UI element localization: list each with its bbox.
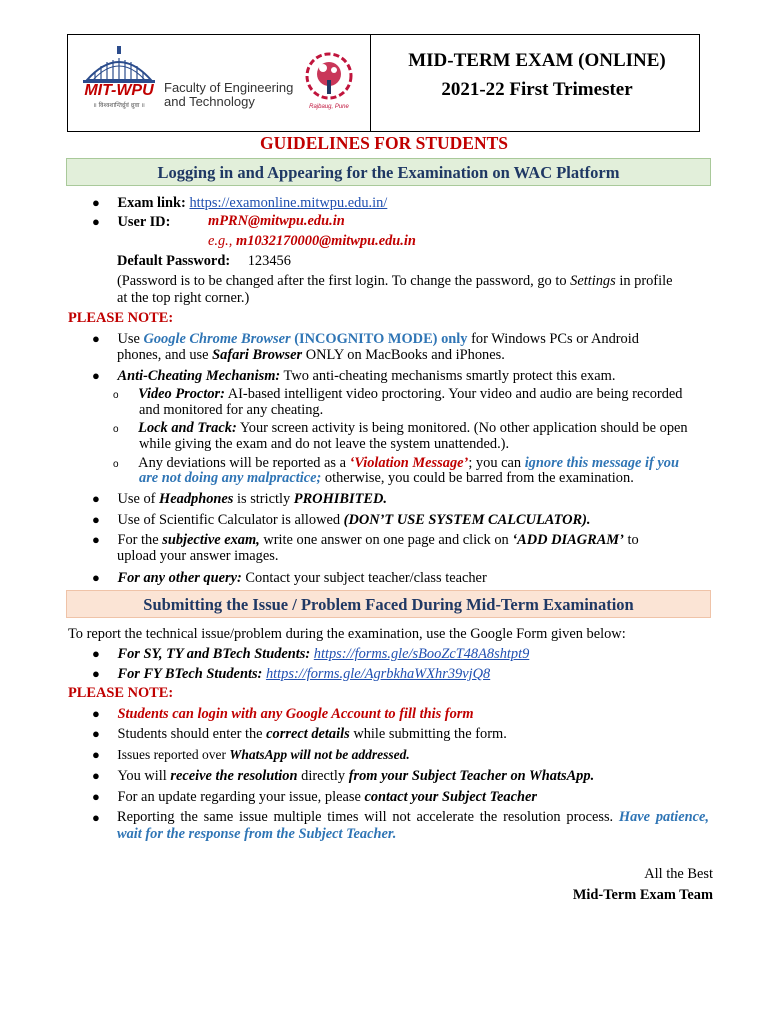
circle-bullet-icon: o (113, 459, 119, 470)
query-text: Contact your subject teacher/class teacher (245, 570, 487, 586)
note-2c: while submitting the form. (353, 726, 507, 742)
paren: ( (294, 331, 299, 347)
bullet-icon: ● (92, 666, 100, 681)
safari-browser: Safari Browser (212, 347, 303, 363)
user-id-example (208, 233, 416, 250)
bullet-icon: ● (92, 214, 100, 229)
section-1-band: Logging in and Appearing for the Examination on WAC Platform (66, 158, 711, 186)
anti-cheating-text: Two anti-cheating mechanisms smartly protect this exam. (283, 368, 616, 384)
faculty-line-1: Faculty of Engineering (164, 80, 294, 95)
note-4a: You will (117, 768, 167, 784)
lock-track-label: Lock and Track: (138, 420, 237, 436)
browser-row-2 (117, 347, 505, 364)
browser-row-1 (92, 330, 639, 348)
fy-label: For FY BTech Students: (117, 666, 263, 682)
fy-form-row (92, 665, 490, 683)
section-2-band: Submitting the Issue / Problem Faced During Mid-Term Examination (66, 590, 711, 618)
bullet-icon: ● (92, 706, 100, 721)
note-4-row (92, 767, 594, 785)
violation-message: ‘Violation Message’ (349, 455, 469, 471)
logo-wordmark: MIT-WPU (84, 82, 154, 99)
note-2b: correct details (266, 726, 350, 742)
note-5a: For an update regarding your issue, please (117, 789, 361, 805)
bullet-icon: ● (92, 747, 100, 762)
subjective-exam: subjective exam, (162, 532, 260, 548)
bullet-icon: ● (92, 368, 100, 383)
circle-bullet-icon: o (113, 390, 119, 401)
note-2-row (92, 725, 507, 743)
password-row (117, 253, 291, 270)
browser-line2a: phones, and use (117, 347, 209, 363)
calculator-text: Use of Scientific Calculator is allowed (117, 512, 341, 528)
password-note-1a: (Password is to be changed after the first login. To change the password, go to (117, 273, 567, 289)
bullet-icon: ● (92, 195, 100, 210)
incognito-mode: INCOGNITO MODE) (299, 331, 438, 347)
footer-best: All the Best (644, 866, 713, 882)
fy-form-link[interactable]: https://forms.gle/AgrbkhaWXhr39vjQ8 (265, 666, 491, 682)
password-note-1 (117, 273, 672, 290)
note-4d: from your Subject Teacher on WhatsApp. (348, 768, 595, 784)
only-word: only (441, 331, 468, 347)
note-2a: Students should enter the (117, 726, 263, 742)
subjective-row (92, 531, 639, 549)
subjective-for: For the (117, 532, 159, 548)
anti-cheating-label: Anti-Cheating Mechanism: (117, 368, 281, 384)
calculator-row (92, 511, 590, 529)
exam-link-row (92, 194, 387, 212)
video-proctor-line2: and monitored for any cheating. (139, 402, 324, 418)
video-proctor-label: Video Proctor: (138, 386, 225, 402)
sy-form-link[interactable]: https://forms.gle/sBooZcT48A8shtpt9 (313, 646, 530, 662)
password-value: 123456 (247, 253, 291, 269)
subjective-text: write one answer on one page and click on (263, 532, 509, 548)
deviation-text-3: otherwise, you could be barred from the examination. (324, 470, 634, 486)
note-1-text: Students can login with any Google Account to fill this form (117, 706, 474, 722)
browser-line2b: ONLY on MacBooks and iPhones. (305, 347, 505, 363)
report-intro: To report the technical issue/problem during the examination, use the Google Form given below: (68, 626, 626, 642)
emblem-caption: Rajbaug, Pune (309, 104, 349, 110)
ignore-message: ignore this message if you (524, 455, 679, 471)
note-6-bullet (92, 809, 100, 827)
bullet-icon: ● (92, 789, 100, 804)
deviation-text: Any deviations will be reported as a (138, 455, 346, 471)
note-4b: receive the resolution (170, 768, 298, 784)
note-6-row (117, 809, 709, 843)
bullet-icon: ● (92, 646, 100, 661)
bullet-icon: ● (92, 512, 100, 527)
please-note-1: PLEASE NOTE: (68, 310, 174, 326)
add-diagram: ‘ADD DIAGRAM’ (512, 532, 624, 548)
bullet-icon: ● (92, 491, 100, 506)
note-5-row (92, 788, 537, 806)
headphones-is: is strictly (237, 491, 291, 507)
user-id-label: User ID: (117, 214, 171, 230)
calculator-warning: (DON’T USE SYSTEM CALCULATOR). (343, 512, 591, 528)
bullet-icon: ● (92, 726, 100, 741)
ignore-message-2: are not doing any malpractice; (139, 470, 322, 486)
bullet-icon: ● (92, 532, 100, 547)
browser-use: Use (117, 331, 140, 347)
headphones-word: Headphones (159, 491, 234, 507)
password-note-2: at the top right corner.) (117, 290, 250, 306)
faculty-line-2: and Technology (164, 94, 255, 109)
note-6a: Reporting the same issue multiple times will not accelerate the resolution process. (117, 809, 614, 825)
sy-form-row (92, 645, 529, 663)
sy-label: For SY, TY and BTech Students: (117, 646, 311, 662)
lock-track-line2: while giving the exam and do not leave the system unattended.). (139, 436, 510, 452)
note-6b: Have patience, wait for the response from the Subject Teacher. (117, 809, 709, 842)
note-3a: Issues reported over (117, 747, 226, 762)
note-1-row (92, 705, 474, 723)
user-id-eg: m1032170000@mitwpu.edu.in (236, 233, 416, 249)
deviation-line2 (139, 470, 634, 487)
headphones-row (92, 490, 387, 508)
user-id-eg-prefix: e.g., (208, 233, 233, 249)
subjective-to: to (627, 532, 639, 548)
query-label: For any other query: (117, 570, 242, 586)
user-id-row (92, 213, 170, 231)
subjective-line2: upload your answer images. (117, 548, 279, 564)
settings-word: Settings (570, 273, 616, 289)
prohibited-word: PROHIBITED. (293, 491, 387, 507)
header-divider (370, 34, 371, 132)
browser-rest: for Windows PCs or Android (471, 331, 639, 347)
tree-emblem-icon (298, 48, 360, 112)
video-proctor-text: AI-based intelligent video proctoring. Your video and audio are being recorded (227, 386, 683, 402)
bullet-icon: ● (92, 331, 100, 346)
exam-title: MID-TERM EXAM (ONLINE) (408, 50, 666, 71)
query-row (92, 569, 487, 587)
password-note-1c: in profile (619, 273, 673, 289)
circle-bullet-icon: o (113, 424, 119, 435)
logo-tagline: ॥ विश्वशान्तिर्ध्रुवं ध्रुवा ॥ (93, 102, 145, 109)
headphones-use: Use of (117, 491, 156, 507)
lock-track-text: Your screen activity is being monitored. (No other application should be open (239, 420, 688, 436)
user-id-value: mPRN@mitwpu.edu.in (208, 213, 345, 229)
exam-link-label: Exam link: (117, 195, 186, 211)
deviation-text-2: ; you can (468, 455, 522, 471)
bullet-icon: ● (92, 768, 100, 783)
password-label: Default Password: (117, 253, 231, 269)
bullet-icon: ● (92, 570, 100, 585)
exam-link[interactable]: https://examonline.mitwpu.edu.in/ (189, 195, 388, 211)
note-4c: directly (301, 768, 346, 784)
note-3b: WhatsApp will not be addressed. (229, 747, 410, 762)
guidelines-title: GUIDELINES FOR STUDENTS (260, 133, 508, 153)
chrome-browser: Google Chrome Browser (143, 331, 291, 347)
exam-subtitle: 2021-22 First Trimester (441, 79, 633, 100)
anti-cheating-row (92, 367, 615, 385)
emblem-logo (298, 48, 360, 112)
please-note-2: PLEASE NOTE: (68, 685, 174, 701)
footer-team: Mid-Term Exam Team (572, 887, 713, 903)
bullet-icon: ● (92, 810, 100, 825)
note-3-row (92, 746, 410, 763)
note-5b: contact your Subject Teacher (364, 789, 537, 805)
